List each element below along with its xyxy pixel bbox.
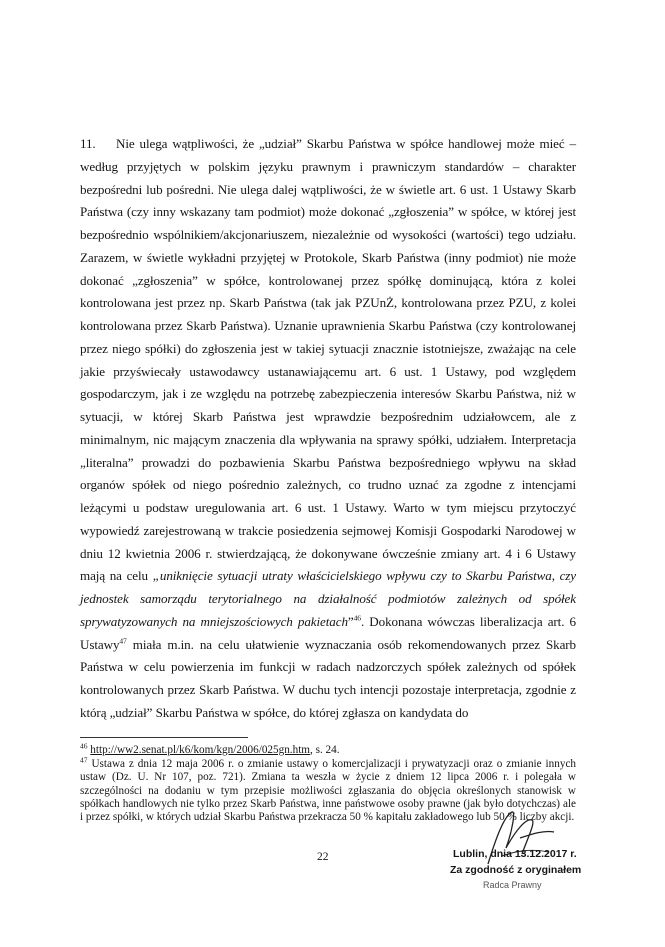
footnote-text: Ustawa z dnia 12 maja 2006 r. o zmianie ustawy o komercjalizacji i prywatyzacji oraz o zmianie innych ustaw (Dz. U. Nr 107, poz. 721). Zmiana ta weszła w życie z dniem 12 lipca 2006 r. i polegała w szczególności na dodaniu w tym przepisie możliwości zgłaszania do objęcia określonych stanowisk w spółkach handlowych nie tylko przez Skarb Państwa, inne państwowe osoby prawne (jak było dotychczas) ale i przez spółki, w których udział Skarbu Państwa przekracza 50 % kapitału zakładowego lub 50 % liczby akcji. xyxy=(80,758,577,824)
page-number: 22 xyxy=(317,851,329,863)
footnote-number: 46 xyxy=(80,741,88,751)
certification-stamp xyxy=(450,840,590,900)
footnote-46 xyxy=(80,741,576,757)
paragraph-number: 11. xyxy=(80,136,96,151)
footnote-text: , s. 24. xyxy=(310,744,340,756)
paragraph-text: Nie ulega wątpliwości, że „udział” Skarbu Państwa w spółce handlowej może mieć – według przyjętych w polskim języku prawnym i prawniczym standardów – charakter bezpośredni lub pośredni. Nie ulega dalej wątpliwości, że w świetle art. 6 ust. 1 Ustawy Skarb Państwa (czy inny wskazany tam podmiot) może dokonać „zgłoszenia” w spółce, w której jest bezpośrednio wspólnikiem/akcjonariuszem, niezależnie od wysokości (wartości) tego udziału. Zarazem, w świetle wykładni przyjętej w Protokole, Skarb Państwa (inny podmiot) nie może dokonać „zgłoszenia” w spółce, kontrolowanej przez spółkę dominującą, która z kolei kontrolowana jest przez np. Skarb Państwa (tak jak PZUnŻ, kontrolowana przez PZU, z kolei kontrolowana przez Skarb Państwa). Uznanie uprawnienia Skarbu Państwa (czy kontrolowanej przez niego spółki) do zgłoszenia jest w takiej sytuacji znacznie istotniejsze, zważając na cele jakie przyświecały ustawodawcy ustanawiającemu art. 6 ust. 1 Ustawy, pod względem gospodarczym, jak i ze względu na potrzebę zabezpieczenia interesów Skarbu Państwa, niż w sytuacji, w której Skarb Państwa jest wprawdzie bezpośrednim udziałowcem, ale z minimalnym, nic mającym znaczenia dla wpływania na sprawy spółki, udziałem. Interpretacja „literalna” prowadzi do pozbawienia Skarbu Państwa bezpośredniego wpływu na skład organów spółek od niego pośrednio zależnych, co trudno uznać za zgodne z intencjami leżącymi u podstaw uregulowania art. 6 ust. 1 Ustawy. Warto w tym miejscu przytoczyć wypowiedź zarejestrowaną w trakcie posiedzenia sejmowej Komisji Gospodarki Narodowej w dniu 12 kwietnia 2006 r. stwierdzającą, że dokonywane ówcześnie zmiany art. 4 i 6 Ustawy mają na celu „uniknięcie sytuacji utraty właścicielskiego wpływu czy to Skarbu Państwa, czy jednostek samorządu terytorialnego na działalność podmiotów zależnych od spółek sprywatyzowanych na mniejszościowych pakietach”$^{46}$. Dokonana wówczas liberalizacja art. 6 Ustawy$^{47}$ miała m.in. na celu ułatwienie wyznaczania osób rekomendowanych przez Skarb Państwa w celu powierzenia im funkcji w radach nadzorczych spółek zależnych od spółek kontrolowanych przez Skarb Państwa. W duchu tych intencji pozostaje interpretacja, zgodnie z którą „udział” Skarbu Państwa w spółce, do której zgłasza on kandydata do xyxy=(80,136,576,720)
stamp-title-line: Radca Prawny xyxy=(483,880,542,890)
stamp-certification-line: Za zgodność z oryginałem xyxy=(450,864,582,876)
footnote-number: 47 xyxy=(80,755,88,765)
footnote-separator xyxy=(80,737,248,738)
paragraph-11 xyxy=(80,133,576,725)
footnote-link[interactable]: http://ww2.senat.pl/k6/kom/kgn/2006/025gn.htm xyxy=(90,744,311,756)
stamp-date-line: Lublin, dnia 13.12.2017 r. xyxy=(453,848,577,860)
